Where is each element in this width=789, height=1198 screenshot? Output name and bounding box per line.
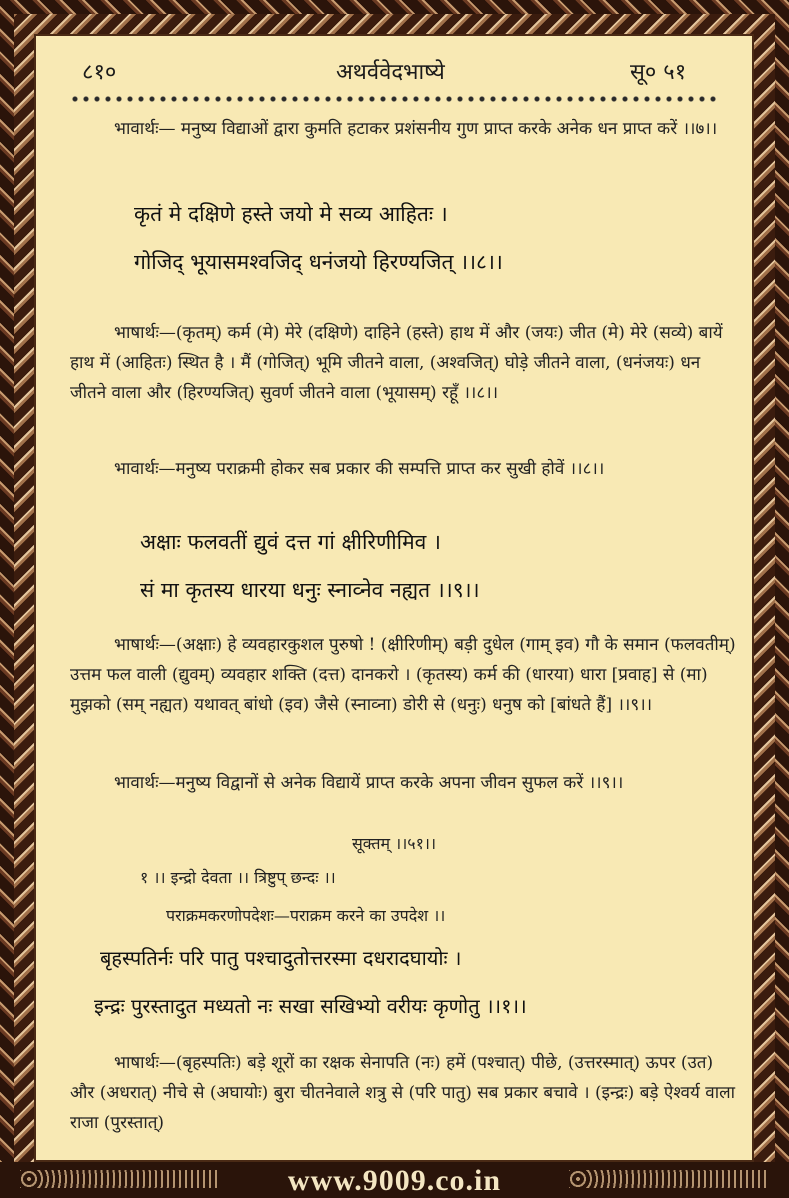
website-watermark: www.9009.co.in [287,1164,502,1197]
bhavarth-7-text: भावार्थः— मनुष्य विद्याओं द्वारा कुमति हटाकर प्रशंसनीय गुण प्राप्त करके अनेक धन प्राप्त करें ।।७।। [114,119,718,139]
bhashartha-9 [70,630,740,720]
bhavarth-7 [70,114,740,144]
bhavarth-9 [70,768,740,798]
verse-8-line-2: गोजिद् भूयासमश्वजिद् धनंजयो हिरण्यजित् ।।८।। [134,250,503,274]
devata-line: १ ।। इन्द्रो देवता ।। त्रिष्टुप् छन्दः ।। [140,868,336,887]
verse-1-line-2: इन्द्रः पुरस्तादुत मध्यतो नः सखा सखिभ्यो वरीयः कृणोतु ।।१।। [94,994,527,1018]
bhavarth-8 [70,454,740,484]
upadesh-line: पराक्रमकरणोपदेशः—पराक्रम करने का उपदेश ।। [166,906,446,925]
sukta-title: सूक्तम् ।।५१।। [351,834,437,853]
bhashartha-1-text: भाषार्थः—(बृहस्पतिः) बड़े शूरों का रक्षक सेनापति (नः) हमें (पश्चात्) पीछे, (उत्तरस्मात्) ऊपर (उत) और (अधरात्) नीचे से (अघायोः) बुरा चीतनेवाले शत्रु से (परि पातु) सब प्रकार बचावे । (इन्द्रः) बड़े ऐश्वर्य वाला राजा (पुरस्तात्) [70,1053,736,1133]
bhashartha-8-text: भाषार्थः—(कृतम्) कर्म (मे) मेरे (दक्षिणे) दाहिने (हस्ते) हाथ में और (जयः) जीत (मे) मेरे (सव्ये) बायें हाथ में (आहितः) स्थित है । मैं (गोजित्) भूमि जीतने वाला, (अश्वजित्) घोड़े जीतने वाला, (धनंजयः) धन जीतने वाला और (हिरण्यजित्) सुवर्ण जीतने वाला (भूयासम्) रहूँ ।।८।। [70,323,723,403]
page-number: ८१० [82,60,117,85]
bhavarth-8-text: भावार्थः—मनुष्य पराक्रमी होकर सब प्रकार की सम्पत्ति प्राप्त कर सुखी होवें ।।८।। [114,459,605,479]
verse-1-line-1: बृहस्पतिर्नः परि पातु पश्चादुतोत्तरस्मा दधरादघायोः । [100,946,462,970]
bhashartha-9-text: भाषार्थः—(अक्षाः) हे व्यवहारकुशल पुरुषो ! (क्षीरिणीम्) बड़ी दुधेल (गाम् इव) गौ के समान (फलवतीम्) उत्तम फल वाली (द्युवम्) व्यवहार शक्ति (दत्त) दानकरो । (कृतस्य) कर्म की (धारया) धारा [प्रवाह] से (मा) मुझको (सम् नह्यत) यथावत् बांधो (इव) जैसे (स्नाव्ना) डोरी से (धनुः) धनुष को [बांधते हैं] ।।९।। [70,635,736,715]
dotted-rule [70,94,720,104]
running-header [34,56,754,92]
verse-9-line-2: सं मा कृतस्य धारया धनुः स्नाव्नेव नह्यत ।।९।। [140,578,480,602]
bhavarth-9-text: भावार्थः—मनुष्य विद्वानों से अनेक विद्यायें प्राप्त करके अपना जीवन सुफल करें ।।९।। [114,773,624,793]
sukta-reference: सू० ५१ [630,60,687,85]
verse-9-line-1: अक्षाः फलवतीं द्युवं दत्त गां क्षीरिणीमिव । [140,530,441,554]
verse-8-line-1: कृतं मे दक्षिणे हस्ते जयो मे सव्य आहितः । [134,202,448,226]
scanned-page [34,34,754,1162]
book-title: अथर्ववेदभाष्ये [336,60,445,85]
bhashartha-8 [70,318,740,408]
bhashartha-1 [70,1048,740,1138]
